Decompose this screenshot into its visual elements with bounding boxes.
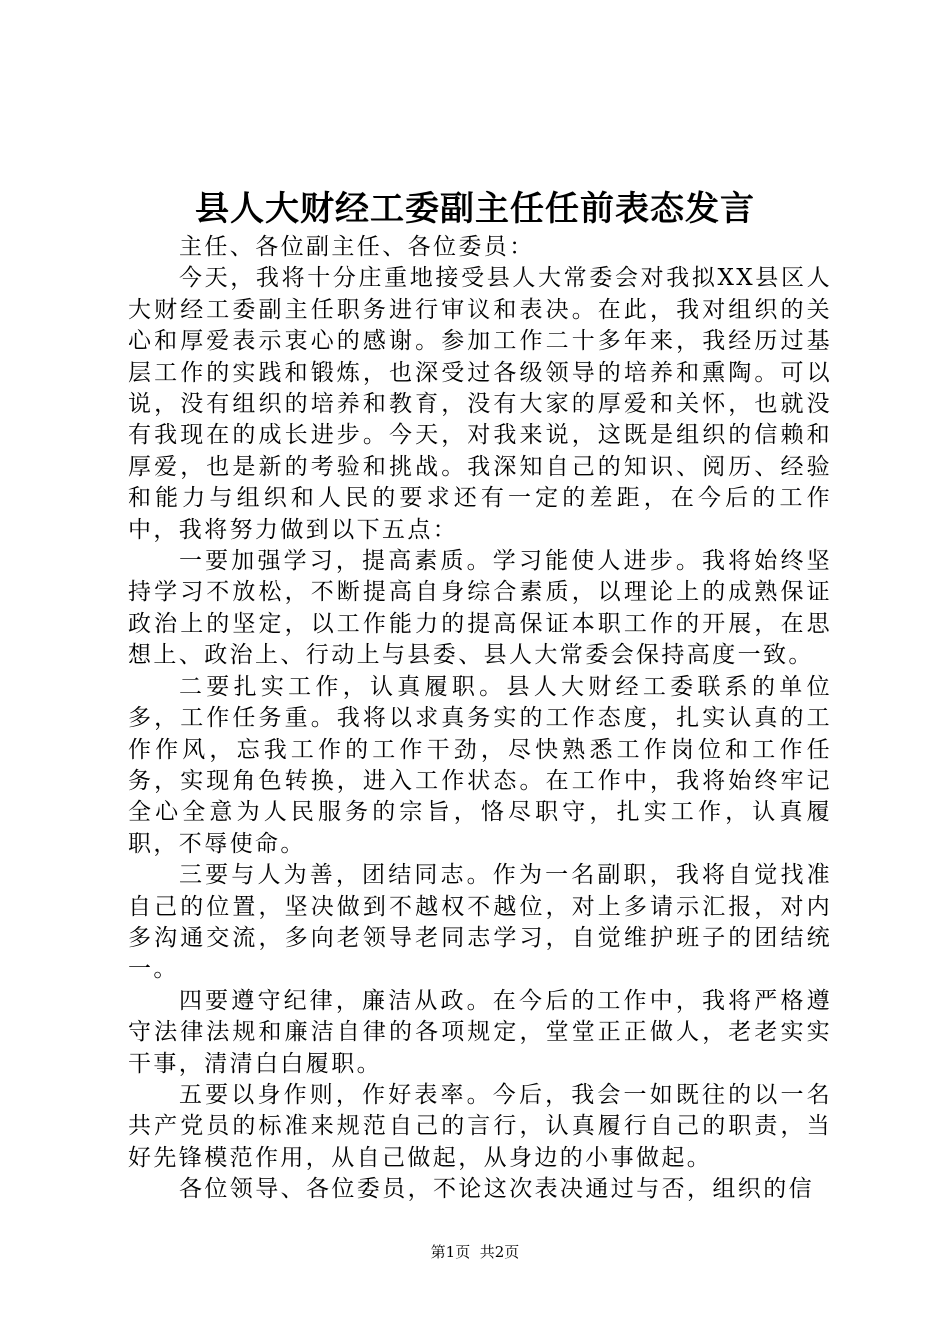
- page-footer: [0, 1242, 950, 1262]
- point-two-paragraph: 二要扎实工作，认真履职。县人大财经工委联系的单位多，工作任务重。我将以求真务实的工作态度，扎实认真的工作作风，忘我工作的工作干劲，尽快熟悉工作岗位和工作任务，实现角色转换，进入工作状态。在工作中，我将始终牢记全心全意为人民服务的宗旨，恪尽职守，扎实工作，认真履职，不辱使命。: [128, 673, 832, 857]
- point-three-paragraph: 三要与人为善，团结同志。作为一名副职，我将自觉找准自己的位置，坚决做到不越权不越位，对上多请示汇报，对内多沟通交流，多向老领导老同志学习，自觉维护班子的团结统一。: [128, 862, 832, 983]
- document-title: 县人大财经工委副主任任前表态发言: [195, 189, 755, 229]
- point-one-paragraph: 一要加强学习，提高素质。学习能使人进步。我将始终坚持学习不放松，不断提高自身综合素质，以理论上的成熟保证政治上的坚定，以工作能力的提高保证本职工作的开展，在思想上、政治上、行动上与县委、县人大常委会保持高度一致。: [128, 548, 832, 669]
- page-total: 共2页: [479, 1243, 520, 1261]
- document-body: [128, 232, 832, 1206]
- intro-paragraph: 今天，我将十分庄重地接受县人大常委会对我拟XX县区人大财经工委副主任职务进行审议和表决。在此，我对组织的关心和厚爱表示衷心的感谢。参加工作二十多年来，我经历过基层工作的实践和锻炼，也深受过各级领导的培养和熏陶。可以说，没有组织的培养和教育，没有大家的厚爱和关怀，也就没有我现在的成长进步。今天，对我来说，这既是组织的信赖和厚爱，也是新的考验和挑战。我深知自己的知识、阅历、经验和能力与组织和人民的要求还有一定的差距，在今后的工作中，我将努力做到以下五点：: [128, 265, 832, 543]
- closing-paragraph: 各位领导、各位委员，不论这次表决通过与否，组织的信: [179, 1176, 814, 1203]
- point-four-paragraph: 四要遵守纪律，廉洁从政。在今后的工作中，我将严格遵守法律法规和廉洁自律的各项规定，堂堂正正做人，老老实实干事，清清白白履职。: [128, 987, 832, 1077]
- salutation-paragraph: 主任、各位副主任、各位委员：: [179, 234, 535, 260]
- page-number: 第1页: [430, 1243, 471, 1261]
- footer-spacer: [470, 1243, 480, 1261]
- point-five-paragraph: 五要以身作则，作好表率。今后，我会一如既往的以一名共产党员的标准来规范自己的言行，认真履行自己的职责，当好先锋模范作用，从自己做起，从身边的小事做起。: [128, 1081, 832, 1171]
